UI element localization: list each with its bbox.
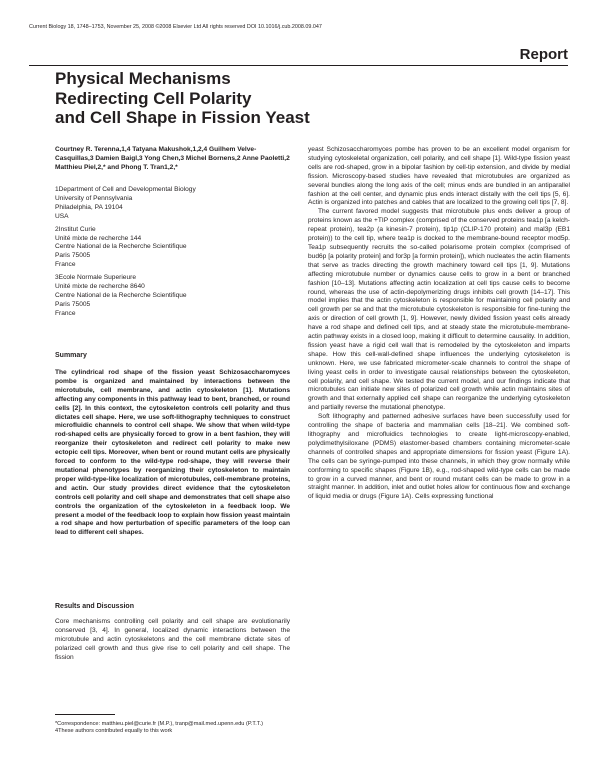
journal-header: Current Biology 18, 1748–1753, November 25, 2008 ©2008 Elsevier Ltd All rights reserved DOI 10.1016/j.cub.2008.09.047 (29, 24, 322, 30)
article-title (55, 69, 455, 128)
title-line: Redirecting Cell Polarity (55, 88, 252, 108)
header-rule (29, 65, 568, 66)
affiliation-line: France (55, 309, 76, 317)
affiliation-line: 2Institut Curie (55, 225, 96, 233)
title-line: and Cell Shape in Fission Yeast (55, 108, 310, 127)
correspondence-note: *Correspondence: matthieu.piel@curie.fr (M.P.), tranp@mail.med.upenn.edu (P.T.T.) (55, 721, 263, 727)
footnote-rule (55, 714, 115, 715)
affiliation-line: Unité mixte de recherche 144 (55, 234, 142, 242)
affiliation-line: Centre National de la Recherche Scientifique (55, 291, 187, 299)
body-paragraph: The current favored model suggests that microtubule plus ends deliver a group of proteins known as the +TIP complex (comprised of the conserved proteins tea1p [a kelch-repeat protein), tea2p (a kinesin-7 protein), tip1p (CLIP-170 protein) and mal3p (EB1 protein)) to the cell tip, where tea1p is docked to the membrane-bound receptor mod5p. Tea1p subsequently recruits the so-called polarisome protein complex (comprised of bud6p [a polarity protein] and for3p [a formin protein]), which nucleates the actin filaments that serve as tracks directing the growth machinery toward cell tips [1, 9]. Mutations affecting microtubule number or dynamics cause cells to grow in a bent or branched fashion [10–13]. Mutations affecting actin localization at cell tips cause cells to become round, whereas the use of actin-depolymerizing drugs inhibits cell growth [14–17]. This model implies that the actin cytoskeleton is responsible for maintaining cell polarity and cell growth per se and that the microtubule cytoskeleton is responsible for fine-tuning the axis or direction of cell growth [1, 9]. However, newly divided fission yeast cells already have a rod shape and defined cell tips, and at steady state the microtubule-membrane-actin pathway exists in a closed loop, making it difficult to determine causality. In addition, fission yeast have a rigid cell wall that is remodeled by the cytoskeleton and imparts shape. How this cell-wall-defined shape influences the underlying cytoskeleton is unknown. Here, we use fabricated micrometer-scale channels to control the shape of living yeast cells in order to investigate causal relationships between the cytoskeleton, cell polarity, and cell shape. We tested the current model, and our findings indicate that microtubules can initiate new sites of polarized cell growth while actin maintains sites of growth and that externally applied cell shape can reorganize the underlying cytoskeleton and partially reverse the mutational phenotype. (308, 208, 570, 412)
body-paragraph: Soft lithography and patterned adhesive surfaces have been successfully used for controlling the shape of bacteria and mammalian cells [18–21]. We combined soft-lithography and microfluidics technologies to create light-microscopy-enabled, polydimethylsiloxane (PDMS) elastomer-based chambers containing micrometer-scale channels of controlled shapes and appropriate dimensions for fission yeast (Figure 1A). The cells can be syringe-pumped into these channels, in which they grow normally while conforming to specific shapes (Figure 1B), e.g., rod-shaped wild-type cells can be made to grow in a curved manner, and bent or round mutant cells can be made to grow in a straight manner. In addition, inlet and outlet holes allow for continuous flow and exchange of liquid media or drugs (Figure 1A). Cells expressing functional (308, 413, 570, 501)
equal-contribution-note: 4These authors contributed equally to this work (55, 728, 173, 735)
section-label: Report (519, 46, 568, 63)
affiliation-line: Philadelphia, PA 19104 (55, 203, 123, 211)
summary-heading: Summary (55, 352, 87, 359)
summary-text: The cylindrical rod shape of the fission yeast Schizosaccharomyces pombe is organized and maintained by interactions between the microtubule, cell membrane, and actin cytoskeleton [1]. Mutations affecting any components in this pathway lead to bent, branched, or round cells [2]. In this context, the cytoskeleton controls cell polarity and thus dictates cell shape. Here, we use soft-lithography techniques to construct microfluidic channels to control cell shape. We show that when wild-type rod-shaped cells are physically forced to grow in a bent fashion, they will reorganize their cytoskeleton and redirect cell polarity to make new ectopic cell tips. Moreover, when bent or round mutant cells are physically forced to conform to the wild-type rod-shape, they will reverse their mutational phenotypes by reorganizing their cytoskeleton to maintain proper wild-type-like localization of microtubules, cell-membrane proteins, and actin. Our study provides direct evidence that the cytoskeleton controls cell polarity and cell shape and demonstrates that cell shape also controls the organization of the cytoskeleton in a feedback loop. We present a model of the feedback loop to explain how fission yeast maintain a rod shape and how perturbation of specific parameters of the loop can lead to different cell shapes. (55, 369, 290, 537)
affiliation-line: Unité mixte de recherche 8640 (55, 283, 145, 291)
affiliation-line: 1Department of Cell and Developmental Biology (55, 186, 196, 193)
body-paragraph: yeast Schizosaccharomyces pombe has proven to be an excellent model organism for studying cytoskeletal organization, cell polarity, and cell shape [1]. Wild-type fission yeast cells are rod-shaped, grow in a bipolar fashion by cell-tip extension, and divide by medial fission. Microscopy-based studies have revealed that microtubules are organized as several bundles along the long axis of the cell; minus ends are bundled in an antiparallel fashion at the cell center, and dynamic plus ends interact distally with the cell tips [5, 6]. Actin is organized into patches and cables that are localized to the growing cell tips [7, 8]. (308, 146, 570, 207)
author-list: Courtney R. Terenna,1,4 Tatyana Makushok,1,2,4 Guilhem Velve-Casquillas,3 Damien Baigl,3 Yong Chen,3 Michel Bornens,2 Anne Paoletti,2 Matthieu Piel,2,* and Phong T. Tran1,2,* (55, 146, 290, 171)
affiliation-line: Centre National de la Recherche Scientifique (55, 243, 187, 251)
affiliation-line: France (55, 261, 76, 269)
affiliations (55, 186, 290, 319)
affiliation-line: USA (55, 212, 69, 220)
footnotes (55, 721, 290, 736)
affiliation-line: Paris 75005 (55, 300, 91, 308)
right-column (308, 146, 570, 502)
affiliation-line: University of Pennsylvania (55, 194, 133, 202)
affiliation-line: 3Ecole Normale Superieure (55, 274, 136, 282)
title-line: Physical Mechanisms (55, 69, 231, 88)
results-text: Core mechanisms controlling cell polarity and cell shape are evolutionarily conserved [3, 4]. In general, localized dynamic interactions between the microtubule and actin cytoskeletons and the cell membrane dictate sites of polarized cell growth and thus give rise to cell polarity and cell shape. The fission (55, 618, 290, 661)
results-heading: Results and Discussion (55, 603, 134, 610)
affiliation-line: Paris 75005 (55, 252, 91, 260)
